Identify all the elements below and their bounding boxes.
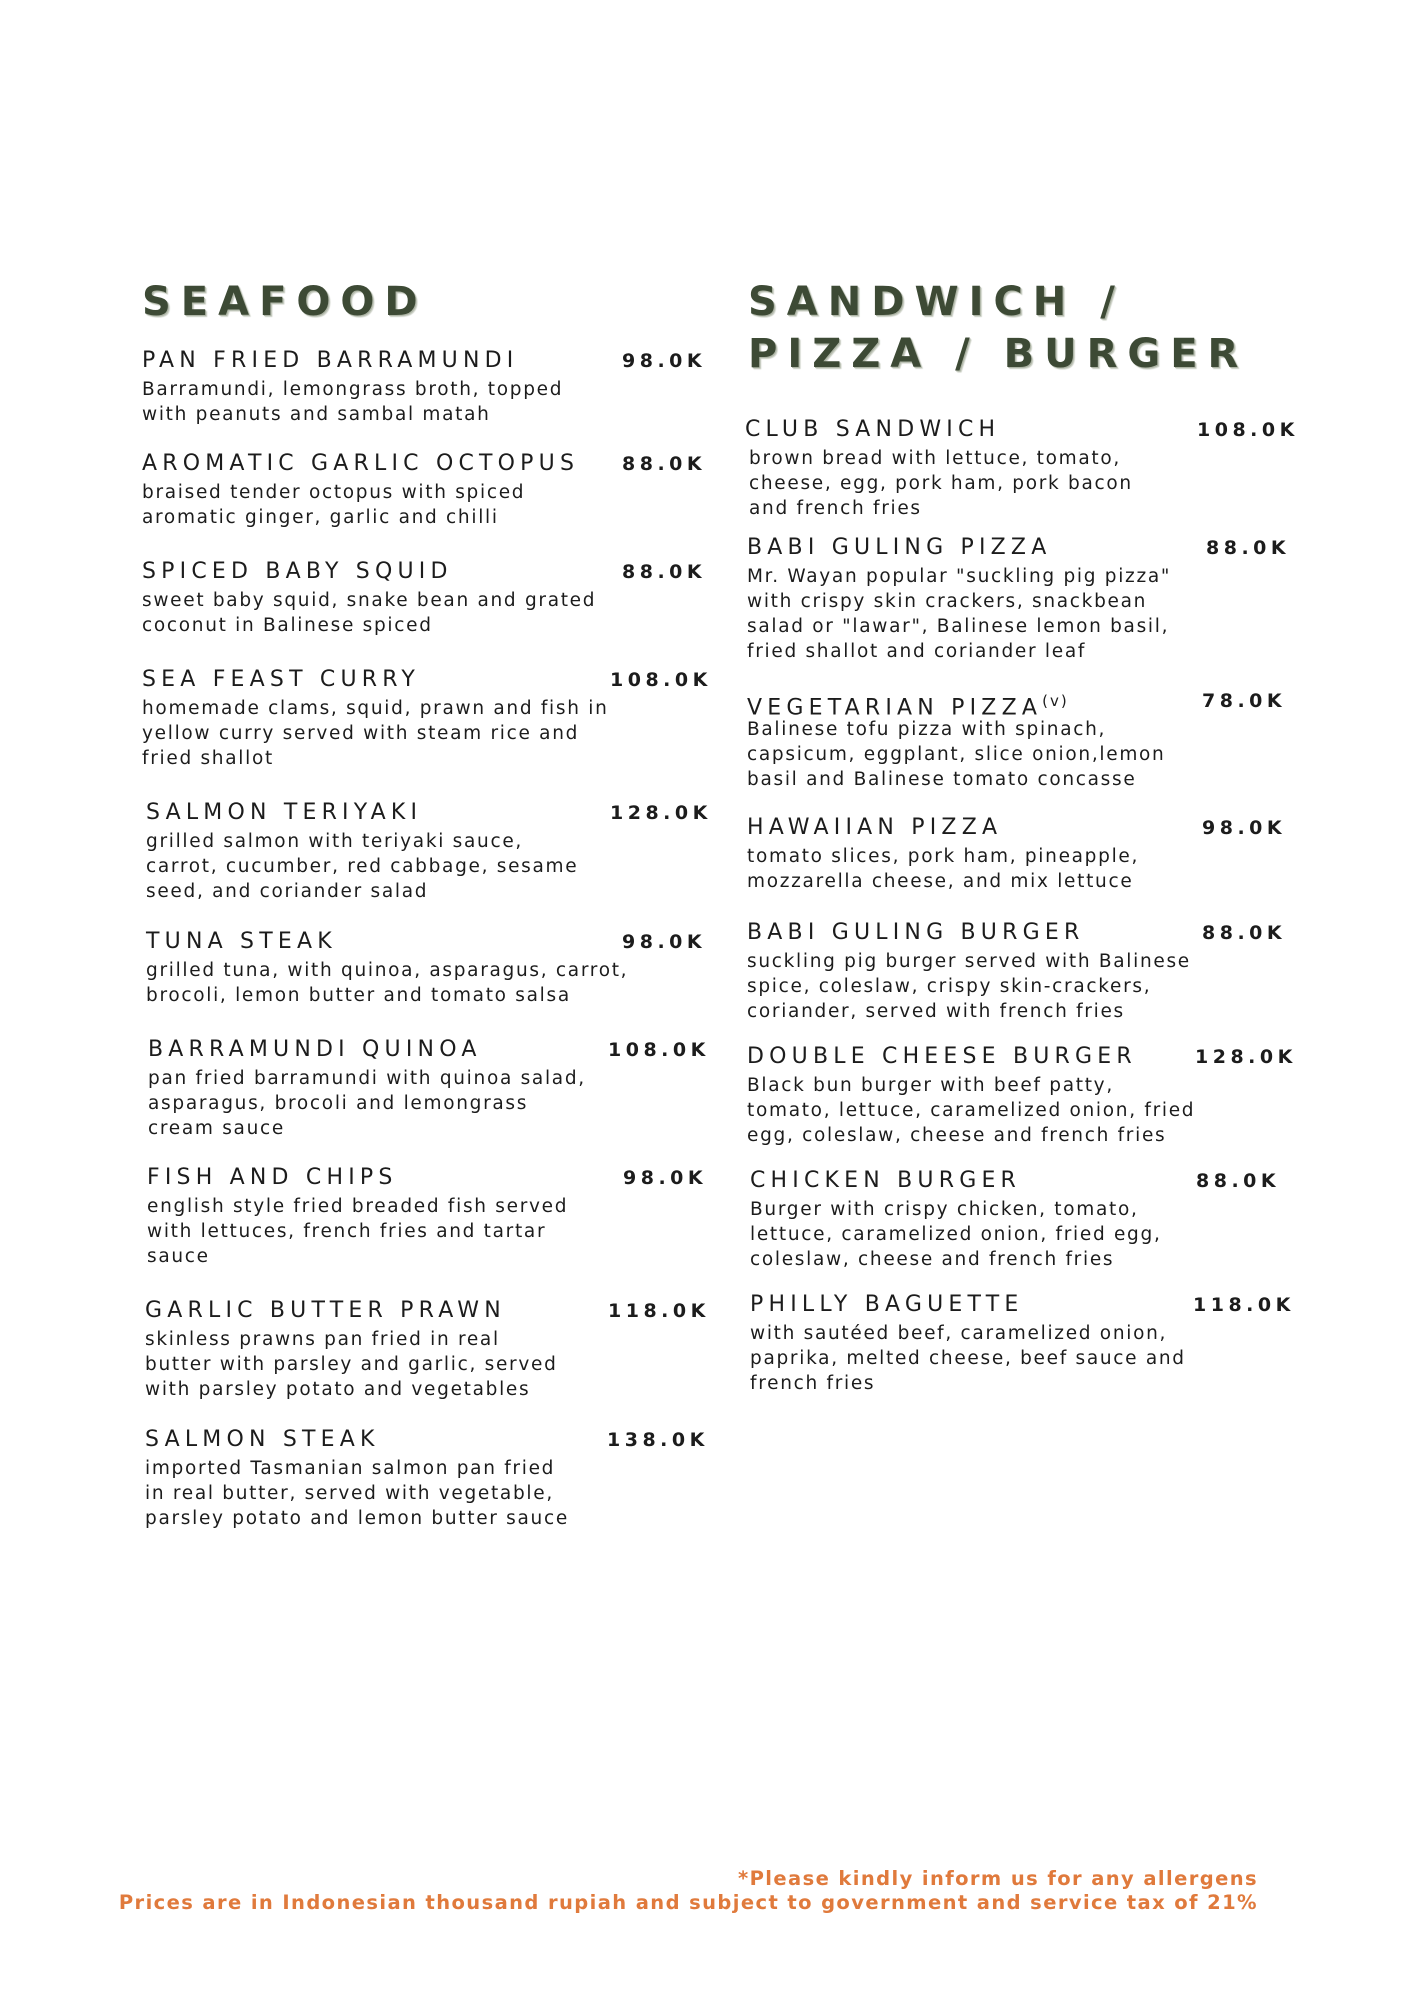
item-name: GARLIC BUTTER PRAWN [145, 1298, 506, 1323]
menu-item [142, 557, 712, 638]
menu-item [747, 686, 1307, 792]
item-name: FISH AND CHIPS [147, 1165, 398, 1190]
item-name: BABI GULING PIZZA [747, 535, 1052, 560]
seafood-title: SEAFOOD [142, 279, 428, 325]
item-name: DOUBLE CHEESE BURGER [747, 1044, 1137, 1069]
item-name: TUNA STEAK [146, 929, 337, 954]
menu-item [146, 798, 712, 904]
menu-item [146, 927, 712, 1008]
item-description: brown bread with lettuce, tomato, cheese, egg, pork ham, pork bacon and french fries [749, 448, 1133, 519]
item-description: with sautéed beef, caramelized onion, paprika, melted cheese, beef sauce and french fries [750, 1323, 1186, 1394]
item-price: 128.0K [610, 802, 712, 824]
item-price: 98.0K [623, 1167, 708, 1189]
item-price: 118.0K [608, 1300, 710, 1322]
menu-item [142, 665, 712, 771]
item-name: PHILLY BAGUETTE [750, 1292, 1024, 1317]
item-description: suckling pig burger served with Balinese spice, coleslaw, crispy skin-crackers, coriander, served with french fries [747, 951, 1191, 1022]
item-description: sweet baby squid, snake bean and grated coconut in Balinese spiced [142, 590, 597, 636]
item-price: 98.0K [1202, 817, 1287, 839]
menu-item [750, 1166, 1307, 1272]
item-description: pan fried barramundi with quinoa salad, asparagus, brocoli and lemongrass cream sauce [148, 1068, 586, 1139]
sandwich-title-line2: PIZZA / BURGER [748, 331, 1249, 377]
item-description: Black bun burger with beef patty, tomato, lettuce, caramelized onion, fried egg, coleslaw, cheese and french fries [747, 1075, 1196, 1146]
item-description: Burger with crispy chicken, tomato, lettuce, caramelized onion, fried egg, coleslaw, cheese and french fries [750, 1199, 1162, 1270]
sandwich-title-line1: SANDWICH / [748, 279, 1125, 325]
item-description: grilled salmon with teriyaki sauce, carrot, cucumber, red cabbage, sesame seed, and coriander salad [146, 831, 579, 902]
item-description: Barramundi, lemongrass broth, topped with peanuts and sambal matah [142, 379, 564, 425]
item-price: 88.0K [1202, 922, 1287, 944]
item-name: SPICED BABY SQUID [142, 559, 453, 584]
menu-item [747, 918, 1307, 1024]
item-price: 98.0K [622, 350, 707, 372]
item-price: 88.0K [622, 561, 707, 583]
item-name-text: VEGETARIAN PIZZA [747, 695, 1043, 721]
item-description: skinless prawns pan fried in real butter with parsley and garlic, served with parsley potato and vegetables [145, 1329, 558, 1400]
item-price: 88.0K [622, 453, 707, 475]
menu-item [148, 1035, 712, 1141]
item-description: homemade clams, squid, prawn and fish in yellow curry served with steam rice and fried shallot [142, 698, 609, 769]
item-description: braised tender octopus with spiced aromatic ginger, garlic and chilli [142, 482, 526, 528]
item-name: CLUB SANDWICH [745, 417, 1001, 442]
tax-note: Prices are in Indonesian thousand rupiah and subject to government and service tax of 21% [118, 1891, 1258, 1914]
allergen-note: *Please kindly inform us for any allergens [738, 1867, 1258, 1890]
item-name: SALMON TERIYAKI [146, 800, 423, 825]
vegetarian-tag: (v) [1042, 692, 1069, 710]
item-price: 88.0K [1196, 1170, 1281, 1192]
item-price: 88.0K [1206, 537, 1291, 559]
item-name: BARRAMUNDI QUINOA [148, 1037, 482, 1062]
item-price: 78.0K [1202, 690, 1287, 712]
footer-notes [119, 1867, 1258, 1915]
menu-item [145, 1425, 712, 1531]
item-price: 108.0K [608, 1039, 710, 1061]
menu-item [147, 1163, 712, 1269]
item-description: tomato slices, pork ham, pineapple, mozzarella cheese, and mix lettuce [747, 846, 1140, 892]
item-description: imported Tasmanian salmon pan fried in real butter, served with vegetable, parsley potato and lemon butter sauce [145, 1458, 569, 1529]
item-name: SEA FEAST CURRY [142, 667, 420, 692]
item-name: SALMON STEAK [145, 1427, 380, 1452]
item-price: 128.0K [1195, 1046, 1297, 1068]
menu-item [142, 346, 712, 427]
item-name: AROMATIC GARLIC OCTOPUS [142, 451, 580, 476]
item-name [747, 686, 1069, 723]
item-price: 108.0K [610, 669, 712, 691]
item-price: 138.0K [607, 1429, 709, 1451]
menu-item [747, 533, 1307, 664]
item-description: grilled tuna, with quinoa, asparagus, carrot, brocoli, lemon butter and tomato salsa [146, 960, 629, 1006]
menu-item [745, 415, 1305, 521]
menu-item [747, 1042, 1307, 1148]
menu-item [145, 1296, 712, 1402]
menu-item [747, 813, 1307, 894]
item-description: english style fried breaded fish served with lettuces, french fries and tartar sauce [147, 1196, 569, 1267]
item-name: BABI GULING BURGER [747, 920, 1085, 945]
item-name: CHICKEN BURGER [750, 1168, 1022, 1193]
item-price: 98.0K [622, 931, 707, 953]
item-name: PAN FRIED BARRAMUNDI [142, 348, 519, 373]
item-name: HAWAIIAN PIZZA [747, 815, 1003, 840]
menu-item [142, 449, 712, 530]
menu-item [750, 1290, 1307, 1396]
item-price: 108.0K [1197, 419, 1299, 441]
item-price: 118.0K [1193, 1294, 1295, 1316]
item-description: Balinese tofu pizza with spinach, capsicum, eggplant, slice onion,lemon basil and Balinese tomato concasse [747, 719, 1166, 790]
item-description: Mr. Wayan popular "suckling pig pizza" with crispy skin crackers, snackbean salad or "lawar", Balinese lemon basil, fried shallot and coriander leaf [747, 566, 1172, 662]
